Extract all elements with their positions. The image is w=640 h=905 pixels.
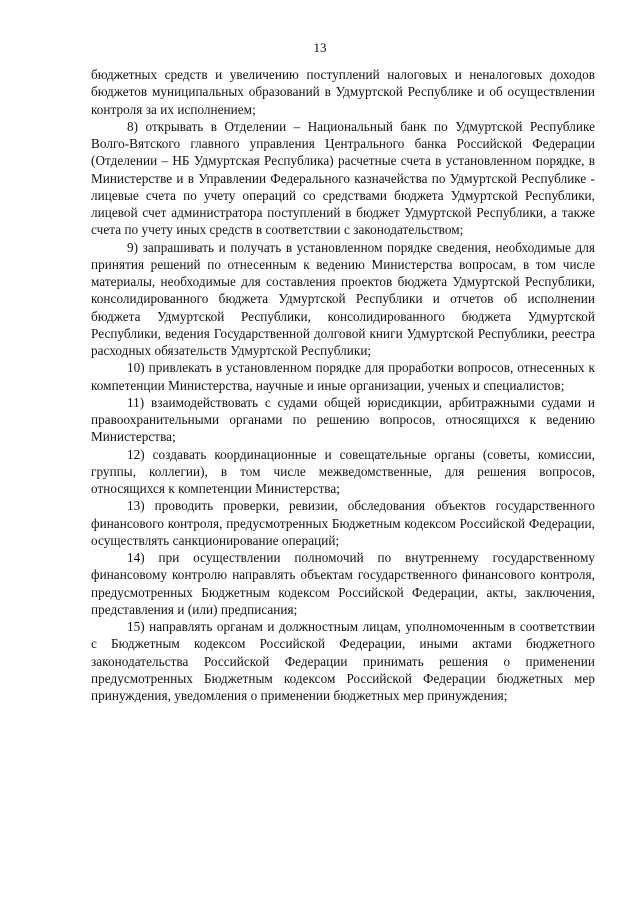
paragraph: 11) взаимодействовать с судами общей юрисдикции, арбитражными судами и правоохранительными органами по решению вопросов, относящихся к ведению Министерства; [91, 394, 595, 445]
paragraph: 10) привлекать в установленном порядке для проработки вопросов, отнесенных к компетенции Министерства, научные и иные организации, ученых и специалистов; [91, 360, 595, 393]
paragraph: бюджетных средств и увеличению поступлений налоговых и неналоговых доходов бюджетов муниципальных образований в Удмуртской Республике и об осуществлении контроля за их исполнением; [91, 67, 595, 117]
paragraph: 12) создавать координационные и совещательные органы (советы, комиссии, группы, коллегии), в том числе межведомственные, для решения вопросов, относящихся к компетенции Министерства; [91, 446, 595, 496]
document-body [91, 66, 595, 704]
paragraph: 13) проводить проверки, ревизии, обследования объектов государственного финансового контроля, предусмотренных Бюджетным кодексом Российской Федерации, осуществлять санкционирование операций; [91, 498, 595, 548]
paragraph: 9) запрашивать и получать в установленном порядке сведения, необходимые для принятия решений по отнесенным к ведению Министерства вопросам, в том числе материалы, необходимые для составления проектов бюджета Удмуртской Республики, консолидированного бюджета Удмуртской Республики и отчетов об исполнении бюджета Удмуртской Республики, консолидированного бюджета Удмуртской Республики, ведения Государственной долговой книги Удмуртской Республики, реестра расходных обязательств Удмуртской Республики; [91, 239, 595, 358]
page-number: 13 [313, 40, 327, 55]
paragraph: 14) при осуществлении полномочий по внутреннему государственному финансовому контролю направлять объектам государственного финансового контроля, предусмотренных Бюджетным кодексом Российской Федерации, акты, заключения, представления и (или) предписания; [91, 550, 595, 617]
paragraph: 15) направлять органам и должностным лицам, уполномоченным в соответствии с Бюджетным кодексом Российской Федерации, иными актами бюджетного законодательства Российской Федерации принимать решения о применении предусмотренных Бюджетным кодексом Российской Федерации бюджетных мер принуждения, уведомления о применении бюджетных мер принуждения; [91, 619, 595, 703]
paragraph: 8) открывать в Отделении – Национальный банк по Удмуртской Республике Волго-Вятского главного управления Центрального банка Российской Федерации (Отделении – НБ Удмуртская Республика) расчетные счета в установленном порядке, в Министерстве и в Управлении Федерального казначейства по Удмуртской Республике - лицевые счета по учету операций со средствами бюджета Удмуртской Республики, лицевой счет администратора поступлений в бюджет Удмуртской Республики, а также счета по учету иных средств в соответствии с законодательством; [91, 118, 595, 238]
